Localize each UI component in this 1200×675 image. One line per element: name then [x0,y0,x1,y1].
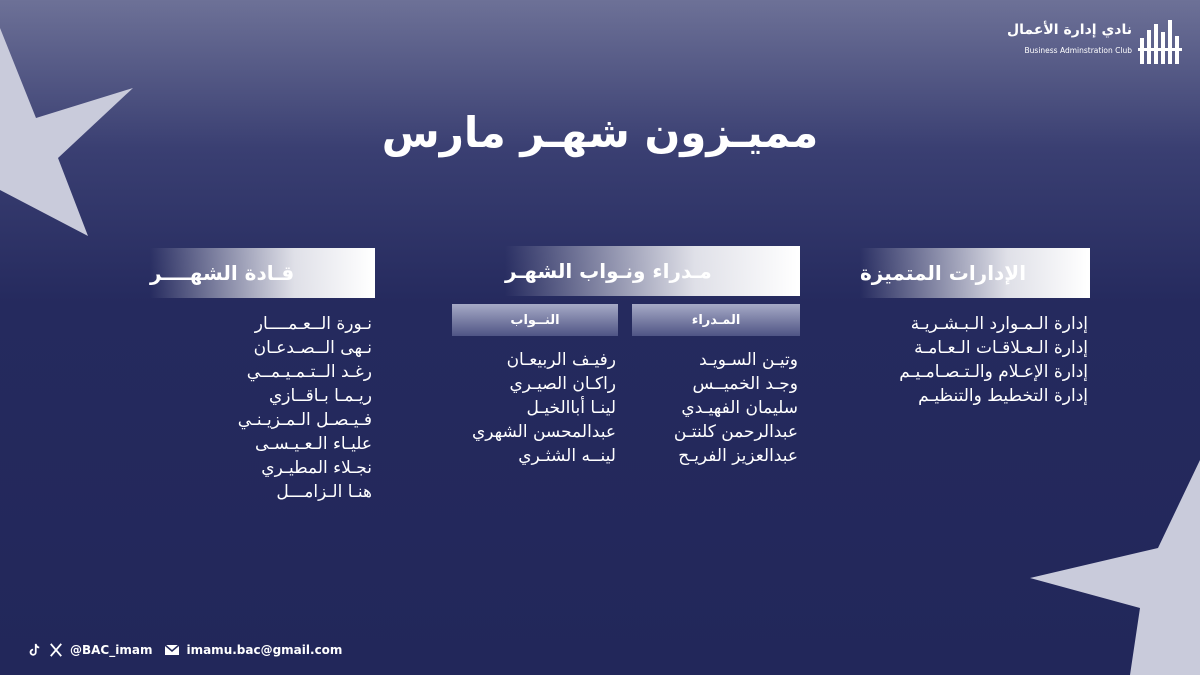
footer-contacts [26,643,342,657]
x-icon[interactable] [48,643,64,657]
departments-list [899,312,1088,408]
list-item: إدارة الـمـوارد الـبـشـريـة [910,314,1088,334]
list-item: إدارة التخطيط والتنظيـم [918,386,1088,406]
list-item: ريـمـا بـاقــازي [269,386,372,406]
logo-building-icon [1138,20,1182,66]
leaders-header-label: قـادة الشهــــر [150,261,295,285]
list-item: رفيـف الربيعـان [506,350,616,370]
list-item: رغـد الــتـمـيـمــي [246,362,372,382]
list-item: وتيـن السـويـد [699,350,798,370]
list-item: لينــه الشثـري [518,446,616,466]
list-item: هنـا الـزامـــل [276,482,372,502]
list-item: نجـلاء المطيـري [261,458,372,478]
page-title: مميـزون شهـر مارس [381,108,819,157]
club-name-en: Business Adminstration Club [1024,46,1132,55]
club-name-ar: نادي إدارة الأعمال [1007,22,1132,38]
list-item: نـهى الــصـدعـان [253,338,372,358]
club-logo [1007,20,1182,70]
list-item: لينـا أباالخيـل [526,398,616,418]
list-item: نـورة الــعـمــــار [254,314,372,334]
managers-header [505,246,800,296]
departments-header-label: الإدارات المتميزة [860,261,1027,285]
social-handle[interactable]: @BAC_imam [70,643,153,657]
list-item: عليـاء الـعـيـسـى [255,434,372,454]
list-item: فـيـصـل الـمـزيـنـي [237,410,372,430]
list-item: وجـد الخميــس [692,374,798,394]
list-item: عبدالمحسن الشهري [471,422,616,442]
email-icon[interactable] [164,643,180,657]
deputies-subheader: النــواب [452,304,618,336]
departments-header [860,248,1090,298]
managers-list [674,348,798,468]
leaders-list [238,312,372,504]
leaders-header [150,248,375,298]
list-item: إدارة الـعـلاقـات الـعـامـة [914,338,1088,358]
list-item: سليمان الفهيـدي [681,398,798,418]
list-item: راكـان الصيـري [509,374,616,394]
star-shape-bottom-right [1020,460,1200,675]
managers-header-label: مـدراء ونـواب الشهـر [505,259,712,283]
tiktok-icon[interactable] [26,643,42,657]
list-item: عبدالرحمن كلنتـن [673,422,798,442]
deputies-list [472,348,616,468]
email-address[interactable]: imamu.bac@gmail.com [186,643,343,657]
managers-subheader: المـدراء [632,304,800,336]
list-item: عبدالعزيز الفريـح [678,446,798,466]
list-item: إدارة الإعـلام والـتـصـامـيـم [899,362,1088,382]
